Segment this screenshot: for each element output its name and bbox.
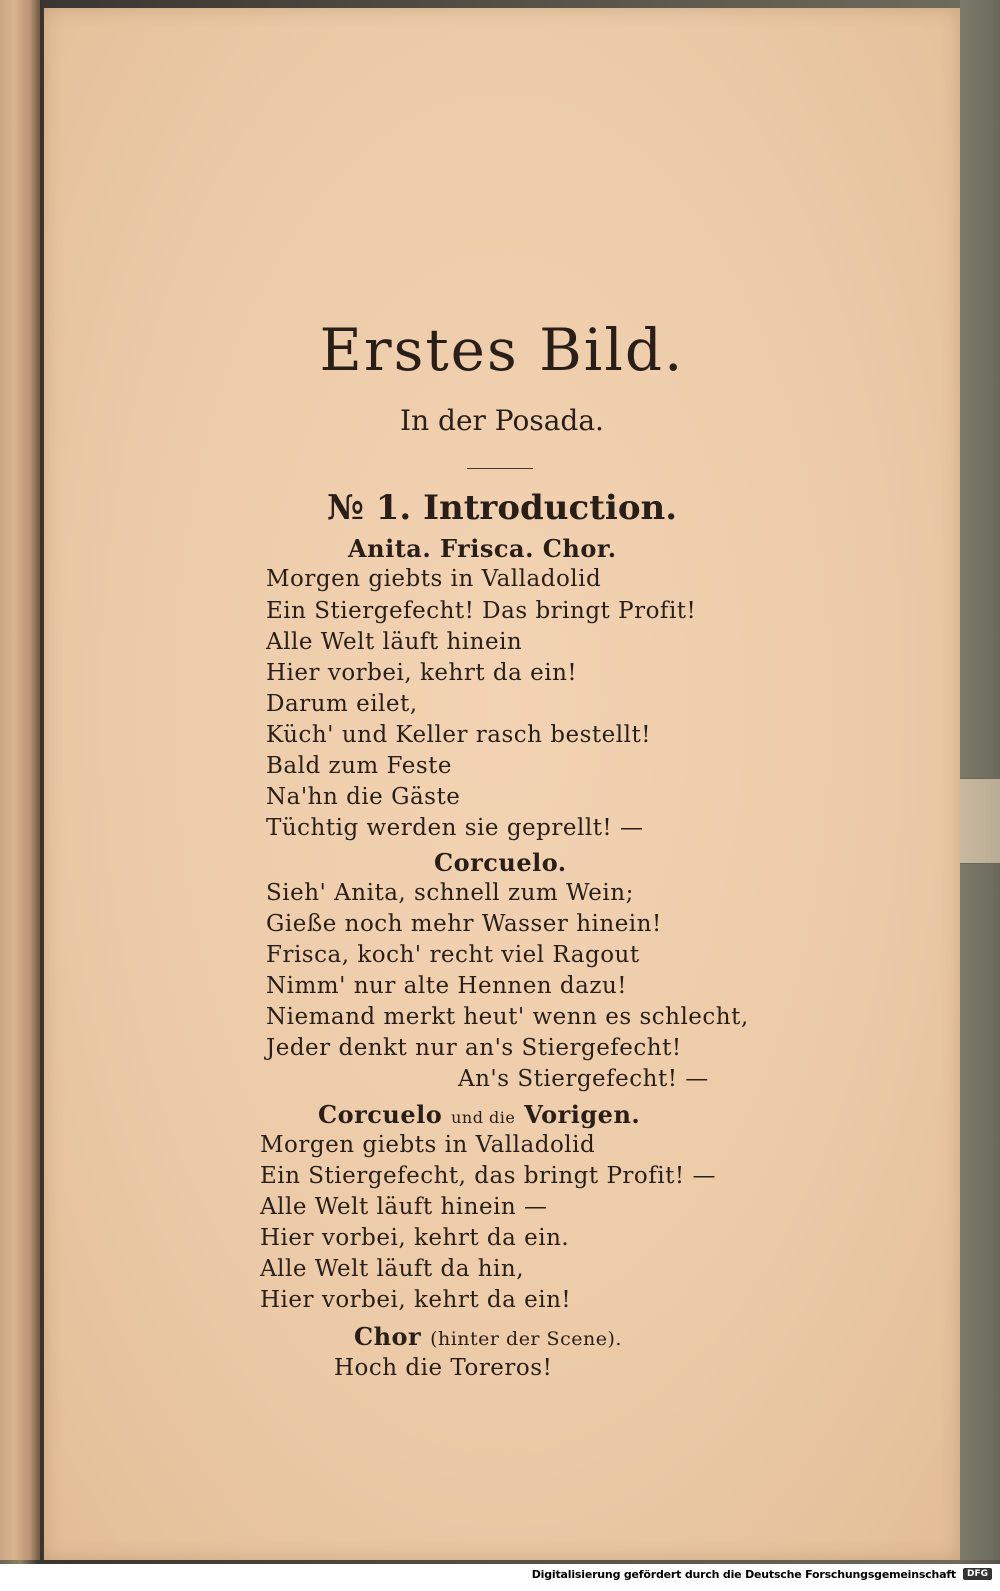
verse-line: Küch' und Keller rasch bestellt! xyxy=(266,722,651,748)
page-title: Erstes Bild. xyxy=(319,316,685,384)
speaker-connector: und die xyxy=(451,1108,516,1127)
verse-line: Alle Welt läuft da hin, xyxy=(260,1256,525,1282)
verse-line: Gieße noch mehr Wasser hinein! xyxy=(266,911,662,937)
stage-direction: (hinter der Scene). xyxy=(430,1328,622,1350)
verse-line: Hier vorbei, kehrt da ein. xyxy=(260,1225,570,1251)
verse-line: Hoch die Toreros! xyxy=(334,1355,553,1381)
verse-line: Sieh' Anita, schnell zum Wein; xyxy=(266,880,634,906)
verse-line: Ein Stiergefecht, das bringt Profit! — xyxy=(260,1163,716,1189)
verse-line: An's Stiergefecht! — xyxy=(458,1066,709,1092)
number-heading: № 1. Introduction. xyxy=(326,488,678,528)
speaker-heading: Anita. Frisca. Chor. xyxy=(348,534,617,563)
verse-line: Hier vorbei, kehrt da ein! xyxy=(266,660,578,686)
book-page xyxy=(44,8,960,1560)
speaker-heading: Corcuelo. xyxy=(434,848,567,877)
verse-line: Hier vorbei, kehrt da ein! xyxy=(260,1287,572,1313)
verse-line: Tüchtig werden sie geprellt! — xyxy=(266,815,644,841)
speaker-name: Chor xyxy=(354,1322,422,1351)
verse-line: Morgen giebts in Valladolid xyxy=(266,566,602,592)
verse-line: Ein Stiergefecht! Das bringt Profit! xyxy=(266,598,697,624)
speaker-name: Vorigen. xyxy=(524,1100,641,1129)
verse-line: Alle Welt läuft hinein — xyxy=(260,1194,548,1220)
verse-line: Darum eilet, xyxy=(266,691,418,717)
speaker-heading xyxy=(354,1322,622,1351)
verse-line: Nimm' nur alte Hennen dazu! xyxy=(266,973,628,999)
verse-line: Morgen giebts in Valladolid xyxy=(260,1132,596,1158)
footer-credit: Digitalisierung gefördert durch die Deutsche Forschungsgemeinschaft xyxy=(531,1568,956,1581)
verse-line: Jeder denkt nur an's Stiergefecht! xyxy=(266,1035,682,1061)
verse-line: Bald zum Feste xyxy=(266,753,453,779)
speaker-name: Corcuelo xyxy=(318,1100,443,1129)
scene-location: In der Posada. xyxy=(400,404,604,437)
verse-line: Frisca, koch' recht viel Ragout xyxy=(266,942,640,968)
verse-line: Alle Welt läuft hinein xyxy=(266,629,523,655)
verse-line: Na'hn die Gäste xyxy=(266,784,461,810)
divider-rule xyxy=(467,468,533,469)
left-page-edge xyxy=(0,0,42,1560)
verse-line: Niemand merkt heut' wenn es schlecht, xyxy=(266,1004,749,1030)
dfg-logo: DFG xyxy=(963,1568,992,1580)
speaker-heading xyxy=(318,1100,640,1129)
